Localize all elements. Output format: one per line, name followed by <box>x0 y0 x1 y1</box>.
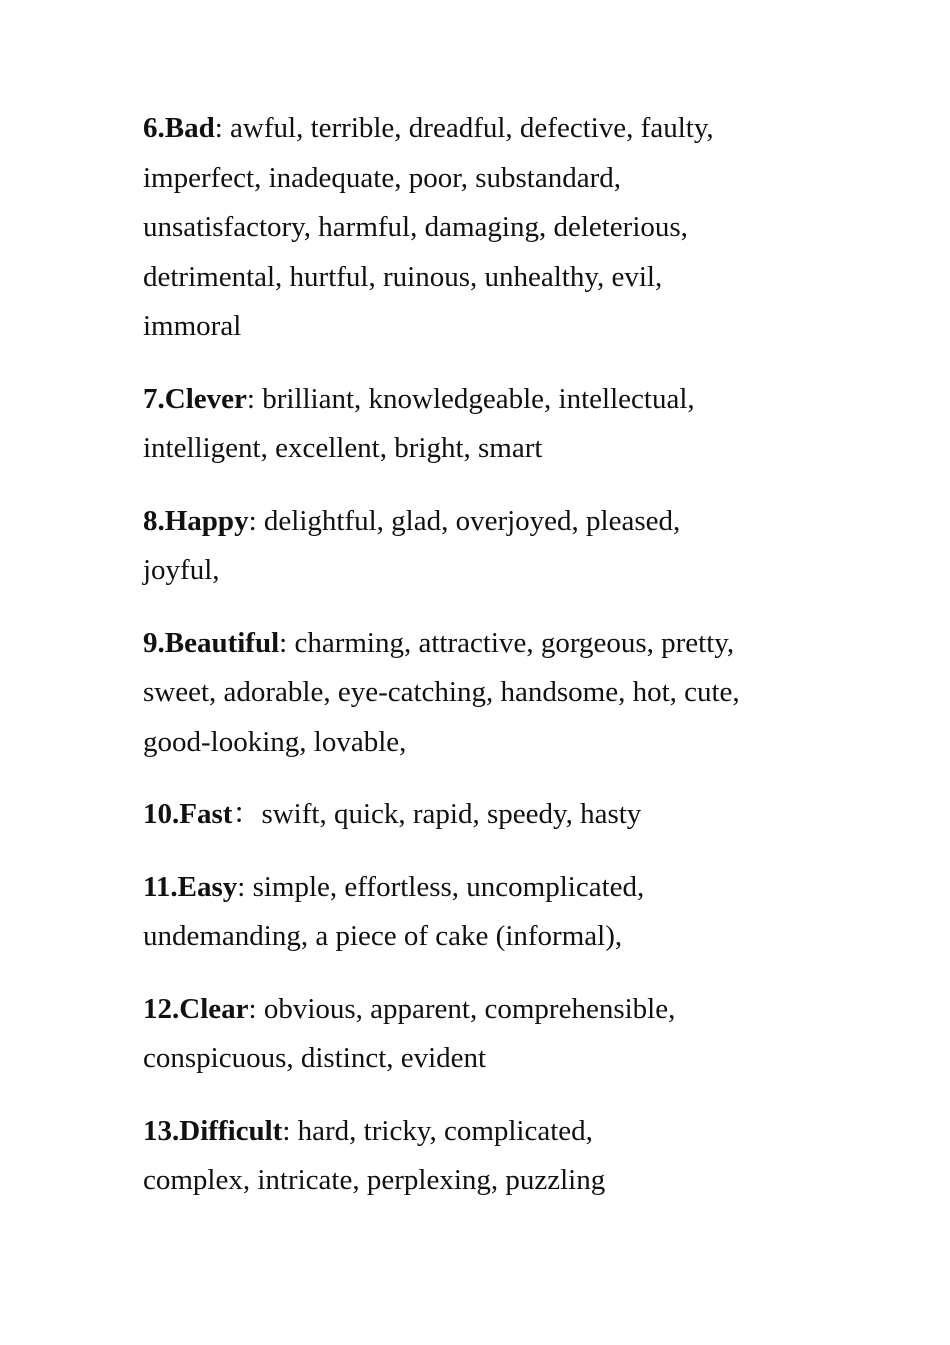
entry-synonyms: immoral <box>143 310 242 342</box>
entry-synonyms: sweet, adorable, eye-catching, handsome, hot, cute, <box>143 676 740 708</box>
entry-synonyms: delightful, glad, overjoyed, pleased, <box>263 504 681 537</box>
synonym-entry-easy <box>143 863 823 962</box>
entry-synonyms: awful, terrible, dreadful, defective, faulty, <box>230 112 714 144</box>
entry-synonyms: intelligent, excellent, bright, smart <box>143 432 543 464</box>
entry-separator: : <box>214 112 231 144</box>
entry-synonyms: undemanding, a piece of cake (informal), <box>143 920 623 952</box>
entry-separator: : <box>248 992 264 1025</box>
entry-synonyms: unsatisfactory, harmful, damaging, deleterious, <box>143 211 688 243</box>
entry-synonyms: imperfect, inadequate, poor, substandard, <box>143 161 621 194</box>
entry-synonyms: detrimental, hurtful, ruinous, unhealthy, evil, <box>143 260 663 293</box>
entry-term: 8.Happy <box>143 504 249 537</box>
synonym-entry-happy <box>143 497 823 596</box>
entry-term: 6.Bad <box>143 112 215 144</box>
entry-term: 7.Clever <box>143 382 247 415</box>
entry-first-line <box>143 863 823 913</box>
entry-synonyms: charming, attractive, gorgeous, pretty, <box>294 626 735 659</box>
entry-first-line <box>143 104 823 154</box>
entry-synonyms: joyful, <box>143 554 220 586</box>
entry-separator: : <box>237 870 253 903</box>
entry-first-line <box>143 1107 823 1157</box>
entry-synonyms: good-looking, lovable, <box>143 725 407 758</box>
entry-synonyms: obvious, apparent, comprehensible, <box>263 992 676 1025</box>
entry-term: 10.Fast <box>143 798 233 830</box>
synonym-list <box>143 104 823 1229</box>
entry-first-line <box>143 790 823 840</box>
entry-synonyms: brilliant, knowledgeable, intellectual, <box>262 382 695 415</box>
entry-synonyms: swift, quick, rapid, speedy, hasty <box>261 798 642 830</box>
entry-first-line <box>143 375 823 425</box>
synonym-entry-clever <box>143 375 823 474</box>
entry-synonyms: hard, tricky, complicated, <box>297 1114 593 1147</box>
synonym-entry-clear <box>143 985 823 1084</box>
synonym-entry-fast <box>143 790 823 840</box>
entry-separator: : <box>248 504 264 537</box>
entry-separator: : <box>246 382 263 415</box>
entry-term: 9.Beautiful <box>143 626 280 659</box>
entry-term: 12.Clear <box>143 992 249 1025</box>
entry-first-line <box>143 619 823 669</box>
entry-synonyms: conspicuous, distinct, evident <box>143 1042 487 1074</box>
entry-term: 11.Easy <box>143 870 238 903</box>
synonym-entry-bad <box>143 104 823 352</box>
entry-synonyms: complex, intricate, perplexing, puzzling <box>143 1164 606 1196</box>
entry-term: 13.Difficult <box>143 1114 283 1147</box>
entry-synonyms: simple, effortless, uncomplicated, <box>252 870 645 903</box>
entry-first-line <box>143 985 823 1035</box>
synonym-entry-difficult <box>143 1107 823 1206</box>
entry-separator: : <box>279 626 295 659</box>
entry-separator: : <box>282 1114 298 1147</box>
synonym-entry-beautiful <box>143 619 823 768</box>
entry-separator: ： <box>232 798 262 830</box>
entry-first-line <box>143 497 823 547</box>
